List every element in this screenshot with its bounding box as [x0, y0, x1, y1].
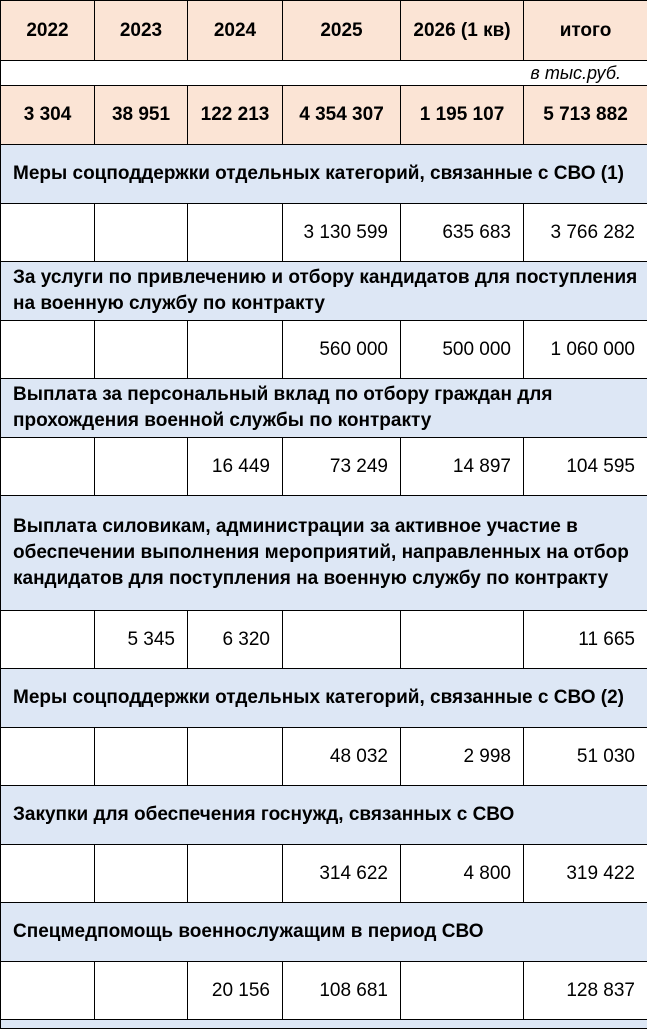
section-values-row: [1, 204, 647, 262]
section-title: Выплата за персональный вклад по отбору граждан для прохождения военной службы по контракту: [1, 379, 647, 438]
value-cell: [95, 321, 188, 379]
value-cell: 11 665: [524, 611, 647, 669]
value-cell: [188, 728, 283, 786]
section-title: За услуги по привлечению и отбору кандидатов для поступления на военную службу по контракту: [1, 262, 647, 321]
value-cell: [1, 845, 95, 903]
section-title-row: [1, 786, 647, 845]
section-values-row: [1, 438, 647, 496]
value-cell: 14 897: [401, 438, 524, 496]
section-title-row: [1, 496, 647, 611]
value-cell: [1, 728, 95, 786]
section-title: Спецмедпомощь военнослужащим в период СВО: [1, 903, 647, 962]
value-cell: 128 837: [524, 962, 647, 1020]
section-title: Выплата силовикам, администрации за активное участие в обеспечении выполнения мероприятий, направленных на отбор кандидатов для поступления на военную службу по контракту: [1, 496, 647, 611]
total-cell: 3 304: [1, 86, 95, 145]
value-cell: 20 156: [188, 962, 283, 1020]
value-cell: [1, 438, 95, 496]
value-cell: 3 766 282: [524, 204, 647, 262]
section-title-row: [1, 669, 647, 728]
value-cell: 319 422: [524, 845, 647, 903]
total-cell: 38 951: [95, 86, 188, 145]
value-cell: [401, 962, 524, 1020]
header-cell-2026: 2026 (1 кв): [401, 1, 524, 61]
total-cell: 122 213: [188, 86, 283, 145]
total-cell: 1 195 107: [401, 86, 524, 145]
value-cell: 2 998: [401, 728, 524, 786]
value-cell: 1 060 000: [524, 321, 647, 379]
header-cell-total: итого: [524, 1, 647, 61]
value-cell: [95, 728, 188, 786]
value-cell: [283, 611, 401, 669]
header-cell-2024: 2024: [188, 1, 283, 61]
value-cell: 314 622: [283, 845, 401, 903]
header-cell-2023: 2023: [95, 1, 188, 61]
value-cell: [188, 845, 283, 903]
section-values-row: [1, 728, 647, 786]
next-section-edge: [1, 1020, 647, 1029]
value-cell: [1, 611, 95, 669]
value-cell: 104 595: [524, 438, 647, 496]
section-values-row: [1, 962, 647, 1020]
value-cell: 108 681: [283, 962, 401, 1020]
value-cell: [1, 204, 95, 262]
value-cell: 51 030: [524, 728, 647, 786]
section-title-row: [1, 379, 647, 438]
section-title-row: [1, 145, 647, 204]
value-cell: [1, 321, 95, 379]
value-cell: 500 000: [401, 321, 524, 379]
value-cell: [95, 204, 188, 262]
value-cell: 48 032: [283, 728, 401, 786]
header-cell-2025: 2025: [283, 1, 401, 61]
unit-row: [1, 61, 647, 86]
value-cell: 6 320: [188, 611, 283, 669]
value-cell: 3 130 599: [283, 204, 401, 262]
total-cell: 5 713 882: [524, 86, 647, 145]
value-cell: 560 000: [283, 321, 401, 379]
unit-note: в тыс.руб.: [1, 61, 647, 86]
totals-row: [1, 86, 647, 145]
section-title: Меры соцподдержки отдельных категорий, связанные с СВО (2): [1, 669, 647, 728]
value-cell: [95, 962, 188, 1020]
header-row: [1, 1, 647, 61]
section-title-row: [1, 903, 647, 962]
value-cell: [188, 204, 283, 262]
section-title-row: [1, 262, 647, 321]
section-values-row: [1, 845, 647, 903]
value-cell: 16 449: [188, 438, 283, 496]
section-values-row: [1, 611, 647, 669]
total-cell: 4 354 307: [283, 86, 401, 145]
value-cell: [95, 438, 188, 496]
value-cell: 5 345: [95, 611, 188, 669]
value-cell: 73 249: [283, 438, 401, 496]
section-title: Меры соцподдержки отдельных категорий, связанные с СВО (1): [1, 145, 647, 204]
value-cell: [188, 321, 283, 379]
value-cell: [95, 845, 188, 903]
section-title: Закупки для обеспечения госнужд, связанных с СВО: [1, 786, 647, 845]
value-cell: 4 800: [401, 845, 524, 903]
value-cell: 635 683: [401, 204, 524, 262]
header-cell-2022: 2022: [1, 1, 95, 61]
section-values-row: [1, 321, 647, 379]
value-cell: [1, 962, 95, 1020]
value-cell: [401, 611, 524, 669]
next-section-row: [1, 1020, 647, 1029]
